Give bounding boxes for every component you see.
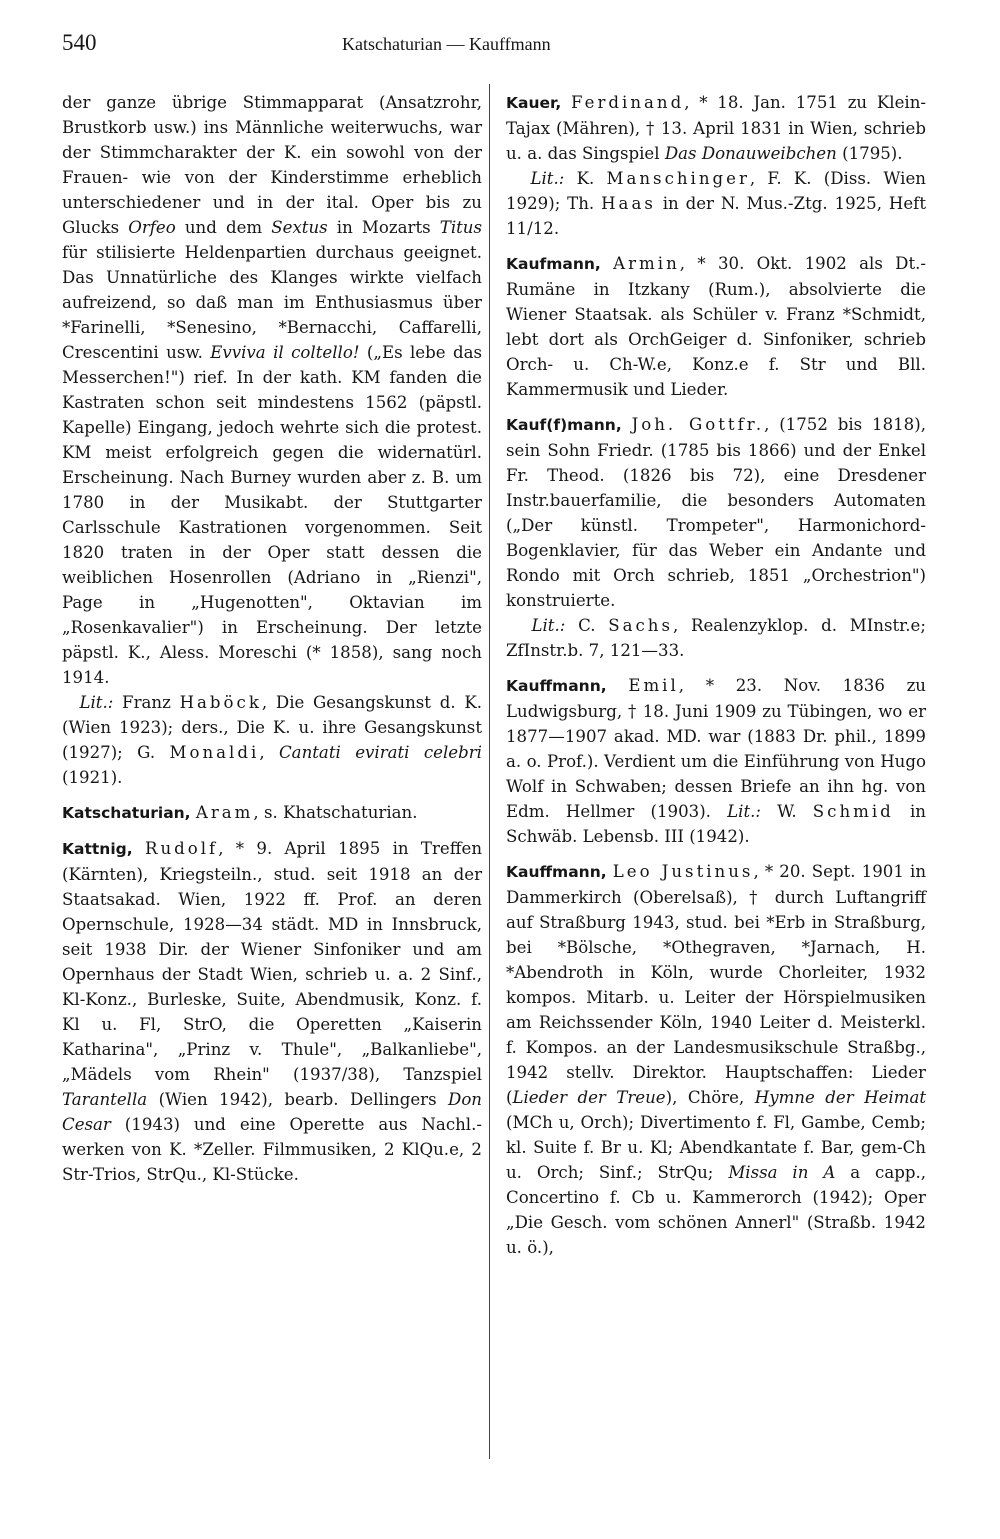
given-name: Emil	[628, 676, 679, 695]
title-italic: Missa in A	[728, 1163, 836, 1182]
title-italic: Titus	[439, 218, 482, 237]
entry-text: , * 23. Nov. 1836 zu Ludwigsburg, † 18. Juni 1909 zu Tübingen, wo er 1877—1907 akad. MD. war (1883 Dr. phil., 1899 a. o. Prof.). Verdient um die Einführung von Hugo Wolf in Schwaben; dessen Briefe an ihn hg. von Edm. Hellmer (1903).	[506, 676, 926, 821]
author-name: Haböck	[179, 693, 262, 712]
text-run: für stilisierte Heldenpartien durchaus geeignet. Das Unnatürliche des Klanges wirkte vielfach aufreizend, so daß man im Enthusiasmus über *Farinelli, *Senesino, *Bernacchi, Caffarelli, Crescentini usw.	[62, 243, 482, 362]
text-run: in der N. Mus.-Ztg. 1925, Heft 11/12.	[506, 194, 926, 238]
text-run: C.	[565, 616, 609, 635]
left-column	[62, 90, 482, 1187]
text-run: Franz	[113, 693, 180, 712]
entry-katschaturian	[62, 800, 482, 826]
lit-label: Lit.:	[531, 616, 566, 635]
entry-text: , * 9. April 1895 in Treffen (Kärnten), Kriegsteiln., stud. seit 1918 an der Staatsakad. Wien, 1922 ff. Prof. an deren Opernschule, 1928—34 städt. MD in Innsbruck, seit 1938 Dir. der Wiener Sinfoniker und am Opernhaus der Stadt Wien, schrieb u. a. 2 Sinf., Kl-Konz., Burleske, Suite, Abendmusik, Konz. f. Kl u. Fl, StrO, die Operetten „Kaiserin Katharina", „Prinz v. Thule", „Balkanliebe", „Mädels vom Rhein" (1937/38), Tanzspiel	[62, 839, 483, 1084]
title-italic: Hymne der Heimat	[754, 1088, 926, 1107]
author-name: Haas	[601, 194, 656, 213]
text-run: (1921).	[62, 768, 123, 787]
entry-headword: Katschaturian,	[62, 804, 191, 822]
author-name: Manschinger	[606, 169, 750, 188]
entry-kauer	[506, 90, 926, 166]
entry-headword: Kauer,	[506, 94, 562, 112]
entry-text: in Schwäb. Lebensb. III (1942).	[506, 802, 926, 846]
running-head: Katschaturian — Kauffmann	[342, 34, 551, 54]
page-number: 540	[62, 30, 97, 55]
text-run: , Realenzyklop. d. MInstr.e; ZfInstr.b. 7, 121—33.	[506, 616, 926, 660]
entry-headword: Kattnig,	[62, 840, 133, 858]
entry-kauffmann-leo	[506, 859, 926, 1260]
entry-kauffmann-family	[506, 412, 926, 613]
entry-text: (1943) und eine Operette aus Nachl.-werken von K. *Zeller. Filmmusiken, 2 KlQu.e, 2 Str-Trios, StrQu., Kl-Stücke.	[62, 1115, 482, 1184]
entry-kattnig	[62, 836, 482, 1187]
title-italic: Orfeo	[128, 218, 176, 237]
entry-headword: Kauffmann,	[506, 677, 607, 695]
given-name: Ferdinand	[571, 93, 685, 112]
entry-text: , s. Khatschaturian.	[253, 803, 418, 822]
author-name: Schmid	[812, 802, 894, 821]
title-italic: Sextus	[271, 218, 328, 237]
entry-kastrat-literature	[62, 690, 482, 790]
entry-text: (Wien 1942), bearb. Dellingers	[147, 1090, 449, 1109]
quote-italic: Evviva il coltello!	[210, 343, 360, 362]
lit-label: Lit.:	[727, 802, 761, 821]
author-name: Sachs	[608, 616, 673, 635]
text-run: K.	[564, 169, 607, 188]
lit-label: Lit.:	[79, 693, 114, 712]
entry-text: ), Chöre,	[665, 1088, 755, 1107]
given-name: Aram	[195, 803, 254, 822]
given-name: Leo Justinus	[612, 862, 754, 881]
entry-kaufmann-armin	[506, 251, 926, 402]
entry-headword: Kauffmann,	[506, 863, 607, 881]
given-name: Armin	[613, 254, 680, 273]
entry-kastrat-continuation	[62, 90, 482, 690]
lit-label: Lit.:	[530, 169, 565, 188]
given-name: Rudolf	[144, 839, 219, 858]
text-run: („Es lebe das Messerchen!") rief. In der kath. KM fanden die Kastraten schon seit mindestens 1562 (päpstl. Kapelle) Eingang, jedoch wehrte sich die protest. KM meist erfolgreich gegen die widernatürl. Erscheinung. Nach Burney wurden aber z. B. um 1780 in der Musikabt. der Stuttgarter Carlsschule Kastrationen vorgenommen. Seit 1820 traten in der Oper statt dessen die weiblichen Hosenrollen (Adriano in „Rienzi", Page in „Hugenotten", Oktavian im „Rosenkavalier") in Erscheinung. Der letzte päpstl. K., Aless. Moreschi (* 1858), sang noch 1914.	[62, 343, 483, 687]
title-italic: Don Cesar	[62, 1090, 482, 1134]
right-column	[506, 90, 926, 1260]
entry-text: , * 18. Jan. 1751 zu Klein-Tajax (Mähren), † 13. April 1831 in Wien, schrieb u. a. das Singspiel	[506, 93, 927, 163]
author-name: Monaldi	[169, 743, 260, 762]
title-italic: Lieder der Treue	[512, 1088, 666, 1107]
entry-text: , (1752 bis 1818), sein Sohn Friedr. (1785 bis 1866) und der Enkel Fr. Theod. (1826 bis 72), eine Dresdener Instr.bauerfamilie, die besonders Automaten („Der künstl. Trompeter", Harmonichord-Bogenklavier, für das Weber ein Andante und Rondo mit Orch schrieb, 1851 „Orchestrion") konstruierte.	[506, 415, 926, 610]
entry-kauffmann-emil	[506, 673, 926, 849]
title-italic: Tarantella	[62, 1090, 148, 1109]
entry-headword: Kaufmann,	[506, 255, 601, 273]
entry-headword: Kauf(f)mann,	[506, 416, 622, 434]
entry-text: (1795).	[836, 144, 903, 163]
text-run: , F. K. (Diss. Wien 1929); Th.	[506, 169, 926, 213]
entry-text: a capp., Concertino f. Cb u. Kammerorch (1942); Oper „Die Gesch. vom schönen Annerl" (Straßb. 1942 u. ö.),	[506, 1163, 927, 1257]
text-run: der ganze übrige Stimmapparat (Ansatzrohr, Brustkorb usw.) ins Männliche weiterwuchs, war der Stimmcharakter der K. ein sowohl von der Frauen- wie von der Kinderstimme erheblich unterschiedener und in der ital. Oper bis zu Glucks	[62, 93, 482, 237]
entry-kauer-literature	[506, 166, 926, 241]
entry-text: , * 30. Okt. 1902 als Dt.-Rumäne in Itzkany (Rum.), absolvierte die Wiener Staatsak. als Schüler v. Franz *Schmidt, lebt dort als OrchGeiger d. Sinfoniker, schrieb Orch- u. Ch-W.e, Konz.e f. Str und Bll. Kammermusik und Lieder.	[506, 254, 926, 399]
entry-kauffmann-family-literature	[506, 613, 926, 663]
entry-text: W.	[761, 802, 813, 821]
text-run: und dem	[175, 218, 272, 237]
column-divider	[489, 84, 490, 1459]
text-run: in Mozarts	[327, 218, 440, 237]
text-run: , Die Gesangskunst d. K. (Wien 1923); ders., Die K. u. ihre Gesangskunst (1927); G.	[62, 693, 482, 762]
entry-text: , * 20. Sept. 1901 in Dammerkirch (Oberelsaß), † durch Luftangriff auf Straßburg 1943, stud. bei *Erb in Straßburg, bei *Bölsche, *Othegraven, *Jarnach, H. *Abendroth in Köln, wurde Chorleiter, 1932 kompos. Mitarb. u. Leiter der Hörspielmusiken am Reichssender Köln, 1940 Leiter d. Meisterkl. f. Kompos. an der Landesmusikschule Straßbg., 1942 stellv. Direktor. Hauptschaffen: Lieder (	[506, 862, 927, 1107]
given-name: Joh. Gottfr.	[631, 415, 765, 434]
title-italic: Das Donauweibchen	[664, 144, 837, 163]
title-italic: Cantati evirati celebri	[278, 743, 482, 762]
text-run: ,	[259, 743, 279, 762]
entry-text: (MCh u, Orch); Divertimento f. Fl, Gambe, Cemb; kl. Suite f. Br u. Kl; Abendkantate f. Bar, gem-Ch u. Orch; Sinf.; StrQu;	[506, 1113, 926, 1182]
